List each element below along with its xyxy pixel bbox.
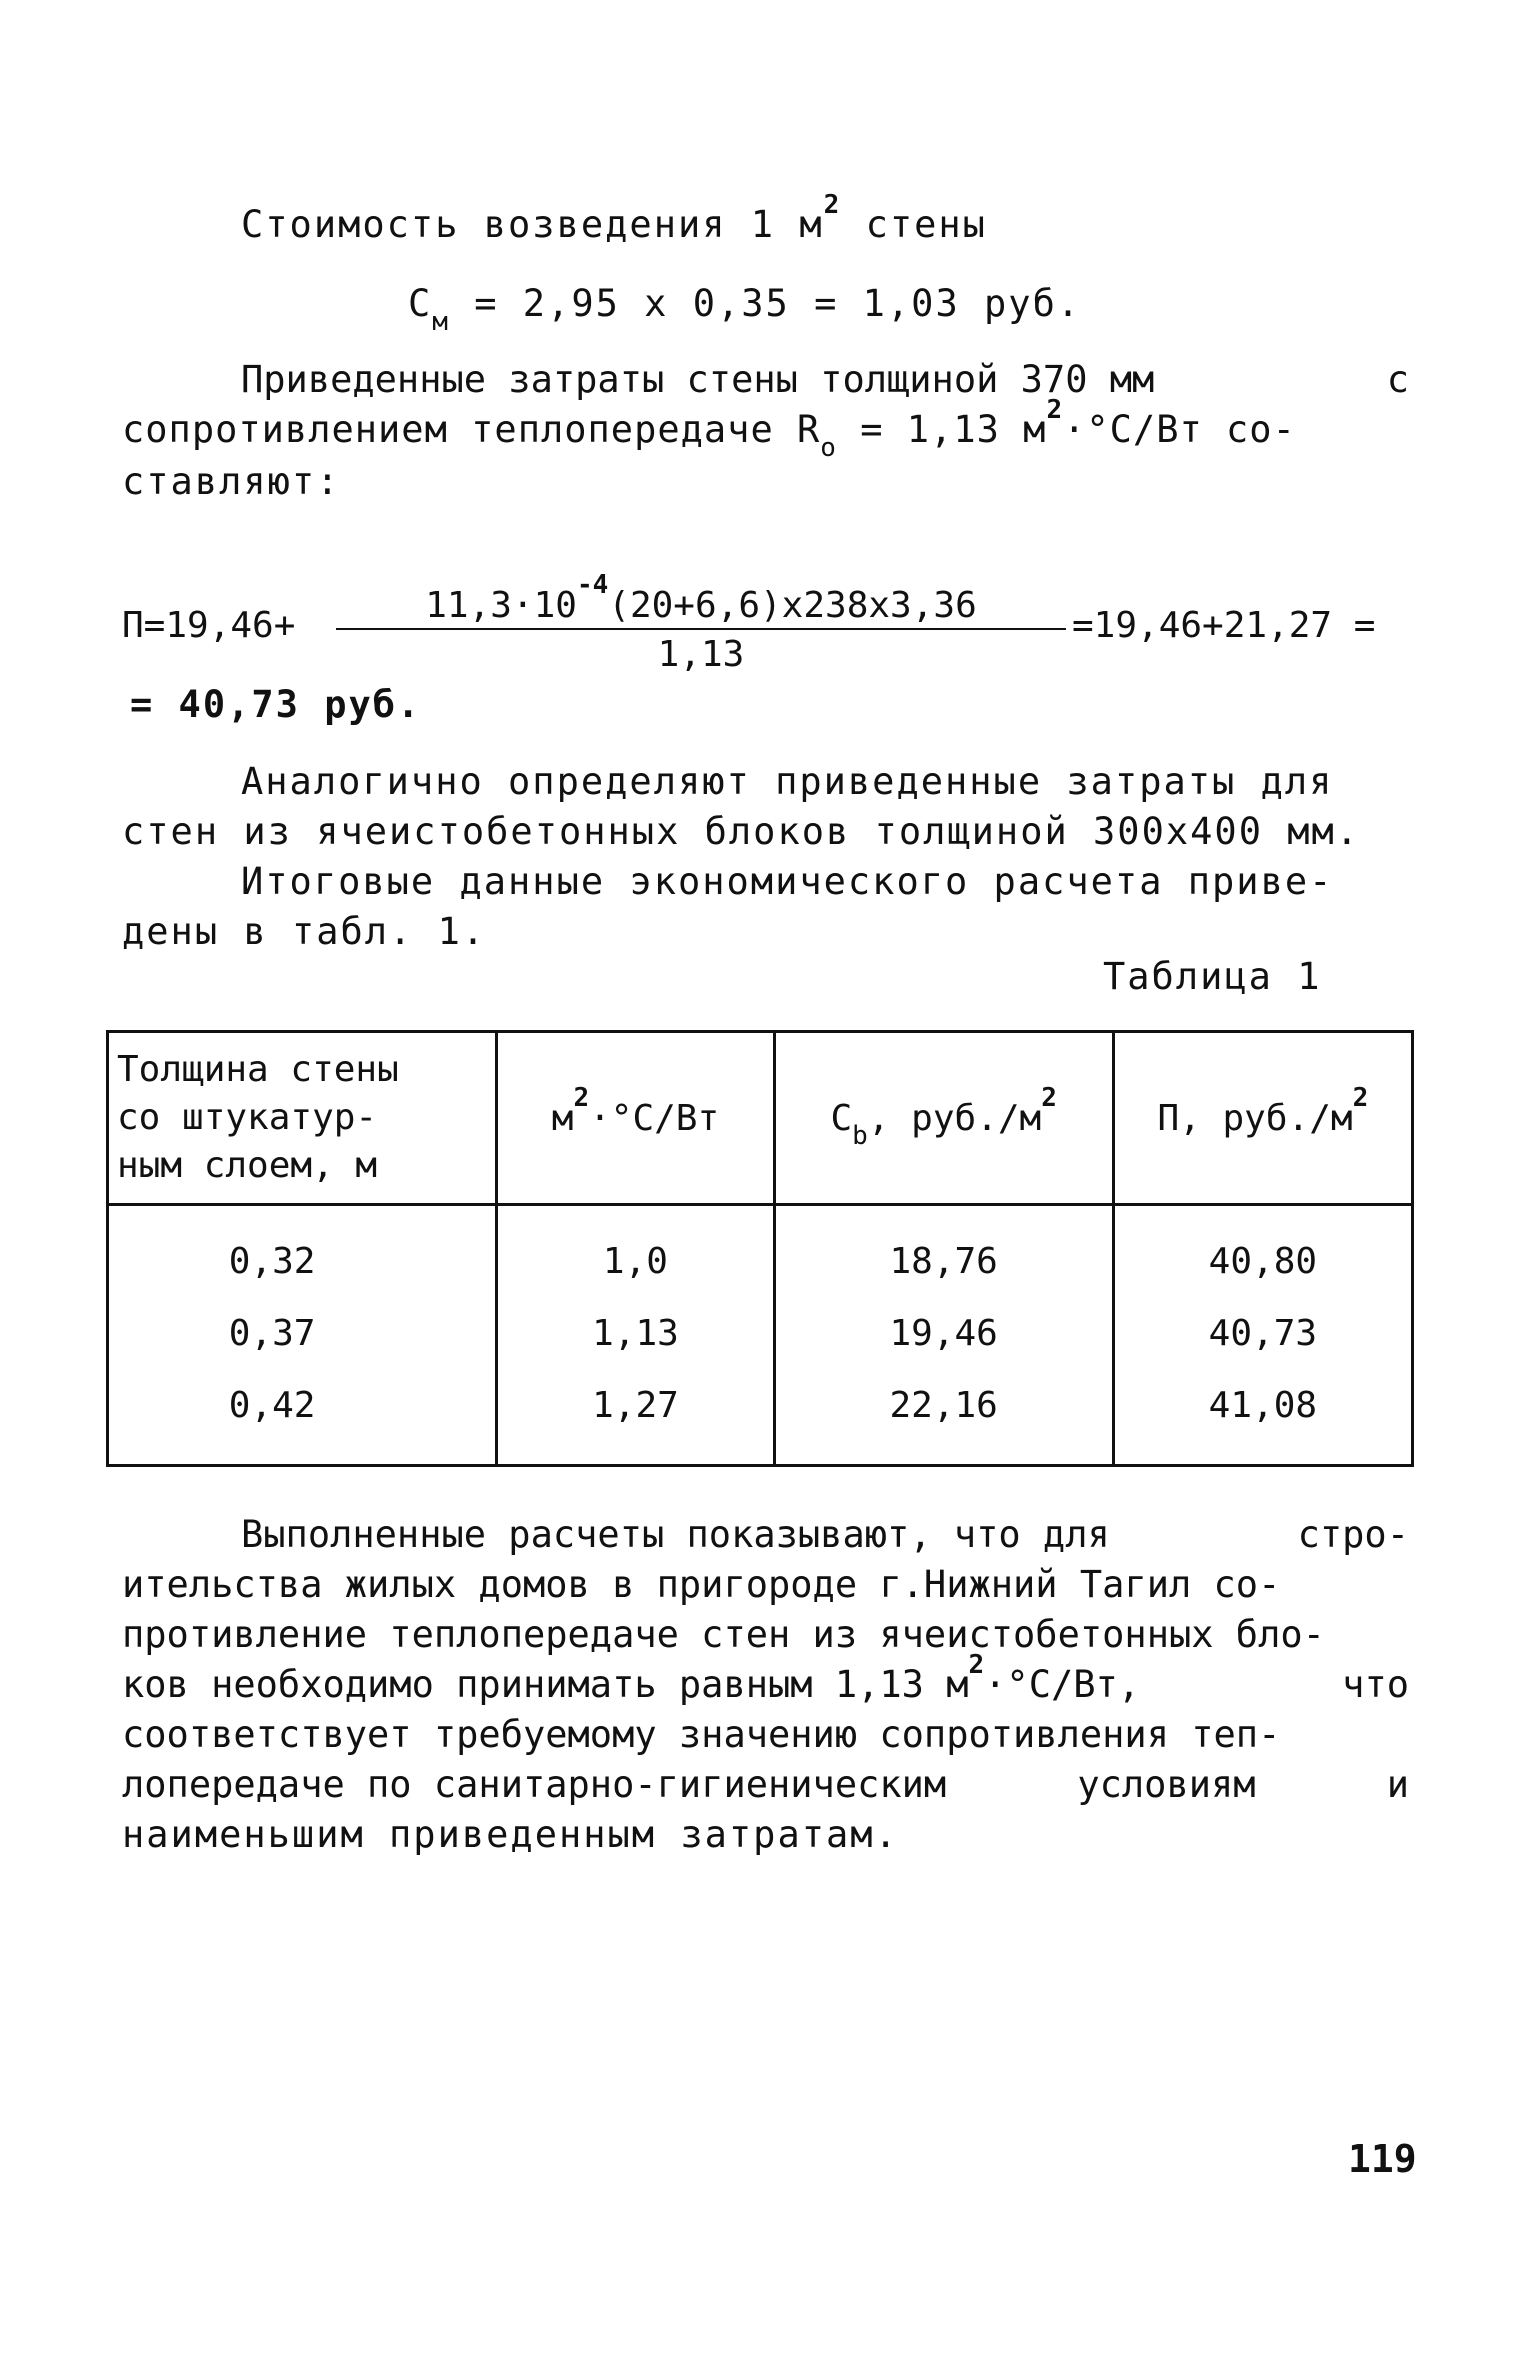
formula-numerator-b: (20+6,6)x238x3,36 xyxy=(608,585,977,626)
cell-cost-2: 19,46 xyxy=(889,1313,998,1354)
table-caption: Таблица 1 xyxy=(1103,955,1322,998)
cost-heading-tail: стены xyxy=(865,203,987,246)
cell-thickness-3: 0,42 xyxy=(228,1385,316,1426)
header-cost-text: C xyxy=(830,1097,853,1139)
column-thickness xyxy=(108,1205,497,1466)
paragraph4-line1-text: Выполненные расчеты показывают, что для xyxy=(241,1513,1110,1556)
paragraph4-line3: противление теплопередаче стен из ячеистобетонных бло- xyxy=(122,1613,1325,1656)
formula-numerator-a: 11,3·10 xyxy=(425,585,577,626)
cost-heading xyxy=(241,190,987,246)
header-resistance-tail: ·°С/Вт xyxy=(589,1097,720,1139)
paragraph3-line3: Итоговые данные экономического расчета приве- xyxy=(241,860,1334,903)
header-thickness xyxy=(108,1032,497,1205)
cell-thickness-2: 0,37 xyxy=(228,1313,316,1354)
formula-exponent: -4 xyxy=(576,570,609,600)
paragraph4-line5: соответствует требуемому значению сопротивления теп- xyxy=(122,1713,1281,1756)
formula-denominator: 1,13 xyxy=(657,634,745,675)
header-resistance-sup: 2 xyxy=(573,1082,590,1113)
header-resistance-text: м xyxy=(551,1097,574,1139)
resistance-value: = 1,13 м xyxy=(860,408,1047,451)
header-reduced-cost-sup: 2 xyxy=(1352,1082,1369,1113)
paragraph2-line3: ставляют: xyxy=(122,460,341,503)
paragraph4-line2: ительства жилых домов в пригороде г.Нижний Тагил со- xyxy=(122,1563,1281,1606)
formula-fraction xyxy=(336,570,1066,675)
header-cost-tail: , руб./м xyxy=(867,1097,1042,1139)
paragraph2-line2 xyxy=(122,395,1296,463)
header-thickness-line2: со штукатур- xyxy=(117,1097,378,1138)
header-cost-sup: 2 xyxy=(1041,1082,1057,1113)
resistance-unit: ·°С/Вт со- xyxy=(1063,408,1296,451)
header-reduced-cost xyxy=(1113,1032,1412,1205)
formula-numerator xyxy=(336,570,1066,630)
cell-thickness-1: 0,32 xyxy=(228,1241,316,1282)
cell-reduced-cost-1: 40,80 xyxy=(1208,1241,1318,1282)
resistance-sub: о xyxy=(820,433,837,463)
formula-rhs: =19,46+21,27 = xyxy=(1072,605,1376,646)
cost-formula xyxy=(408,282,1082,337)
column-resistance xyxy=(497,1205,774,1466)
paragraph3-line2: стен из ячеистобетонных блоков толщиной 300x400 мм. xyxy=(122,810,1361,853)
cell-cost-1: 18,76 xyxy=(889,1241,998,1282)
table-row xyxy=(108,1205,1413,1466)
paragraph4-line4-main xyxy=(122,1650,1141,1706)
table-header-row xyxy=(108,1032,1413,1205)
page-number: 119 xyxy=(1348,2137,1417,2181)
paragraph2-line1-end: с xyxy=(1386,358,1409,401)
resistance-label: сопротивлением теплопередаче R xyxy=(122,408,821,451)
cell-resistance-3: 1,27 xyxy=(592,1385,679,1426)
cell-resistance-2: 1,13 xyxy=(592,1313,679,1354)
paragraph4-line4-unit: ·°С/Вт, xyxy=(984,1663,1141,1706)
reduced-cost-formula xyxy=(122,570,1376,695)
header-reduced-cost-text: П, руб./м xyxy=(1157,1097,1353,1139)
cell-resistance-1: 1,0 xyxy=(602,1241,668,1282)
paragraph4-line4-text: ков необходимо принимать равным 1,13 м xyxy=(122,1663,969,1706)
cost-symbol-sub: м xyxy=(432,307,450,337)
paragraph2-line1 xyxy=(241,358,1409,401)
formula-result: = 40,73 руб. xyxy=(130,683,422,726)
paragraph4-line4-end: что xyxy=(1342,1663,1409,1706)
paragraph4-line6-mid: условиям xyxy=(1077,1763,1256,1806)
cell-cost-3: 22,16 xyxy=(889,1385,998,1426)
cost-heading-text: Стоимость возведения 1 м xyxy=(241,203,824,246)
cell-reduced-cost-3: 41,08 xyxy=(1208,1385,1318,1426)
paragraph3-line1: Аналогично определяют приведенные затраты для xyxy=(241,760,1334,803)
header-cost xyxy=(774,1032,1113,1205)
paragraph4-line7: наименьшим приведенным затратам. xyxy=(122,1813,899,1856)
column-reduced-cost xyxy=(1113,1205,1412,1466)
paragraph3-line4: дены в табл. 1. xyxy=(122,910,487,953)
header-resistance xyxy=(497,1032,774,1205)
cell-reduced-cost-2: 40,73 xyxy=(1208,1313,1318,1354)
paragraph4-line6-end: и xyxy=(1386,1763,1409,1806)
paragraph4-line1-end: стро- xyxy=(1297,1513,1409,1556)
header-thickness-line3: ным слоем, м xyxy=(117,1145,378,1186)
cost-symbol: C xyxy=(408,282,433,325)
column-cost xyxy=(774,1205,1113,1466)
paragraph4-line4 xyxy=(122,1650,1409,1706)
paragraph4-line6 xyxy=(122,1763,1409,1806)
resistance-sup: 2 xyxy=(1046,395,1064,425)
header-thickness-line1: Толщина стены xyxy=(117,1049,399,1090)
formula-lhs: П=19,46+ xyxy=(122,605,296,646)
results-table xyxy=(106,1030,1414,1467)
paragraph2-line1-text: Приведенные затраты стены толщиной 370 мм xyxy=(241,358,1155,401)
cost-heading-sup: 2 xyxy=(823,190,842,220)
paragraph4-line4-sup: 2 xyxy=(968,1650,985,1680)
paragraph4-line6-text: лопередаче по санитарно-гигиеническим xyxy=(122,1763,947,1806)
paragraph4-line1 xyxy=(241,1513,1409,1556)
cost-expression: = 2,95 x 0,35 = 1,03 руб. xyxy=(474,282,1082,325)
header-cost-sub: b xyxy=(852,1120,868,1151)
